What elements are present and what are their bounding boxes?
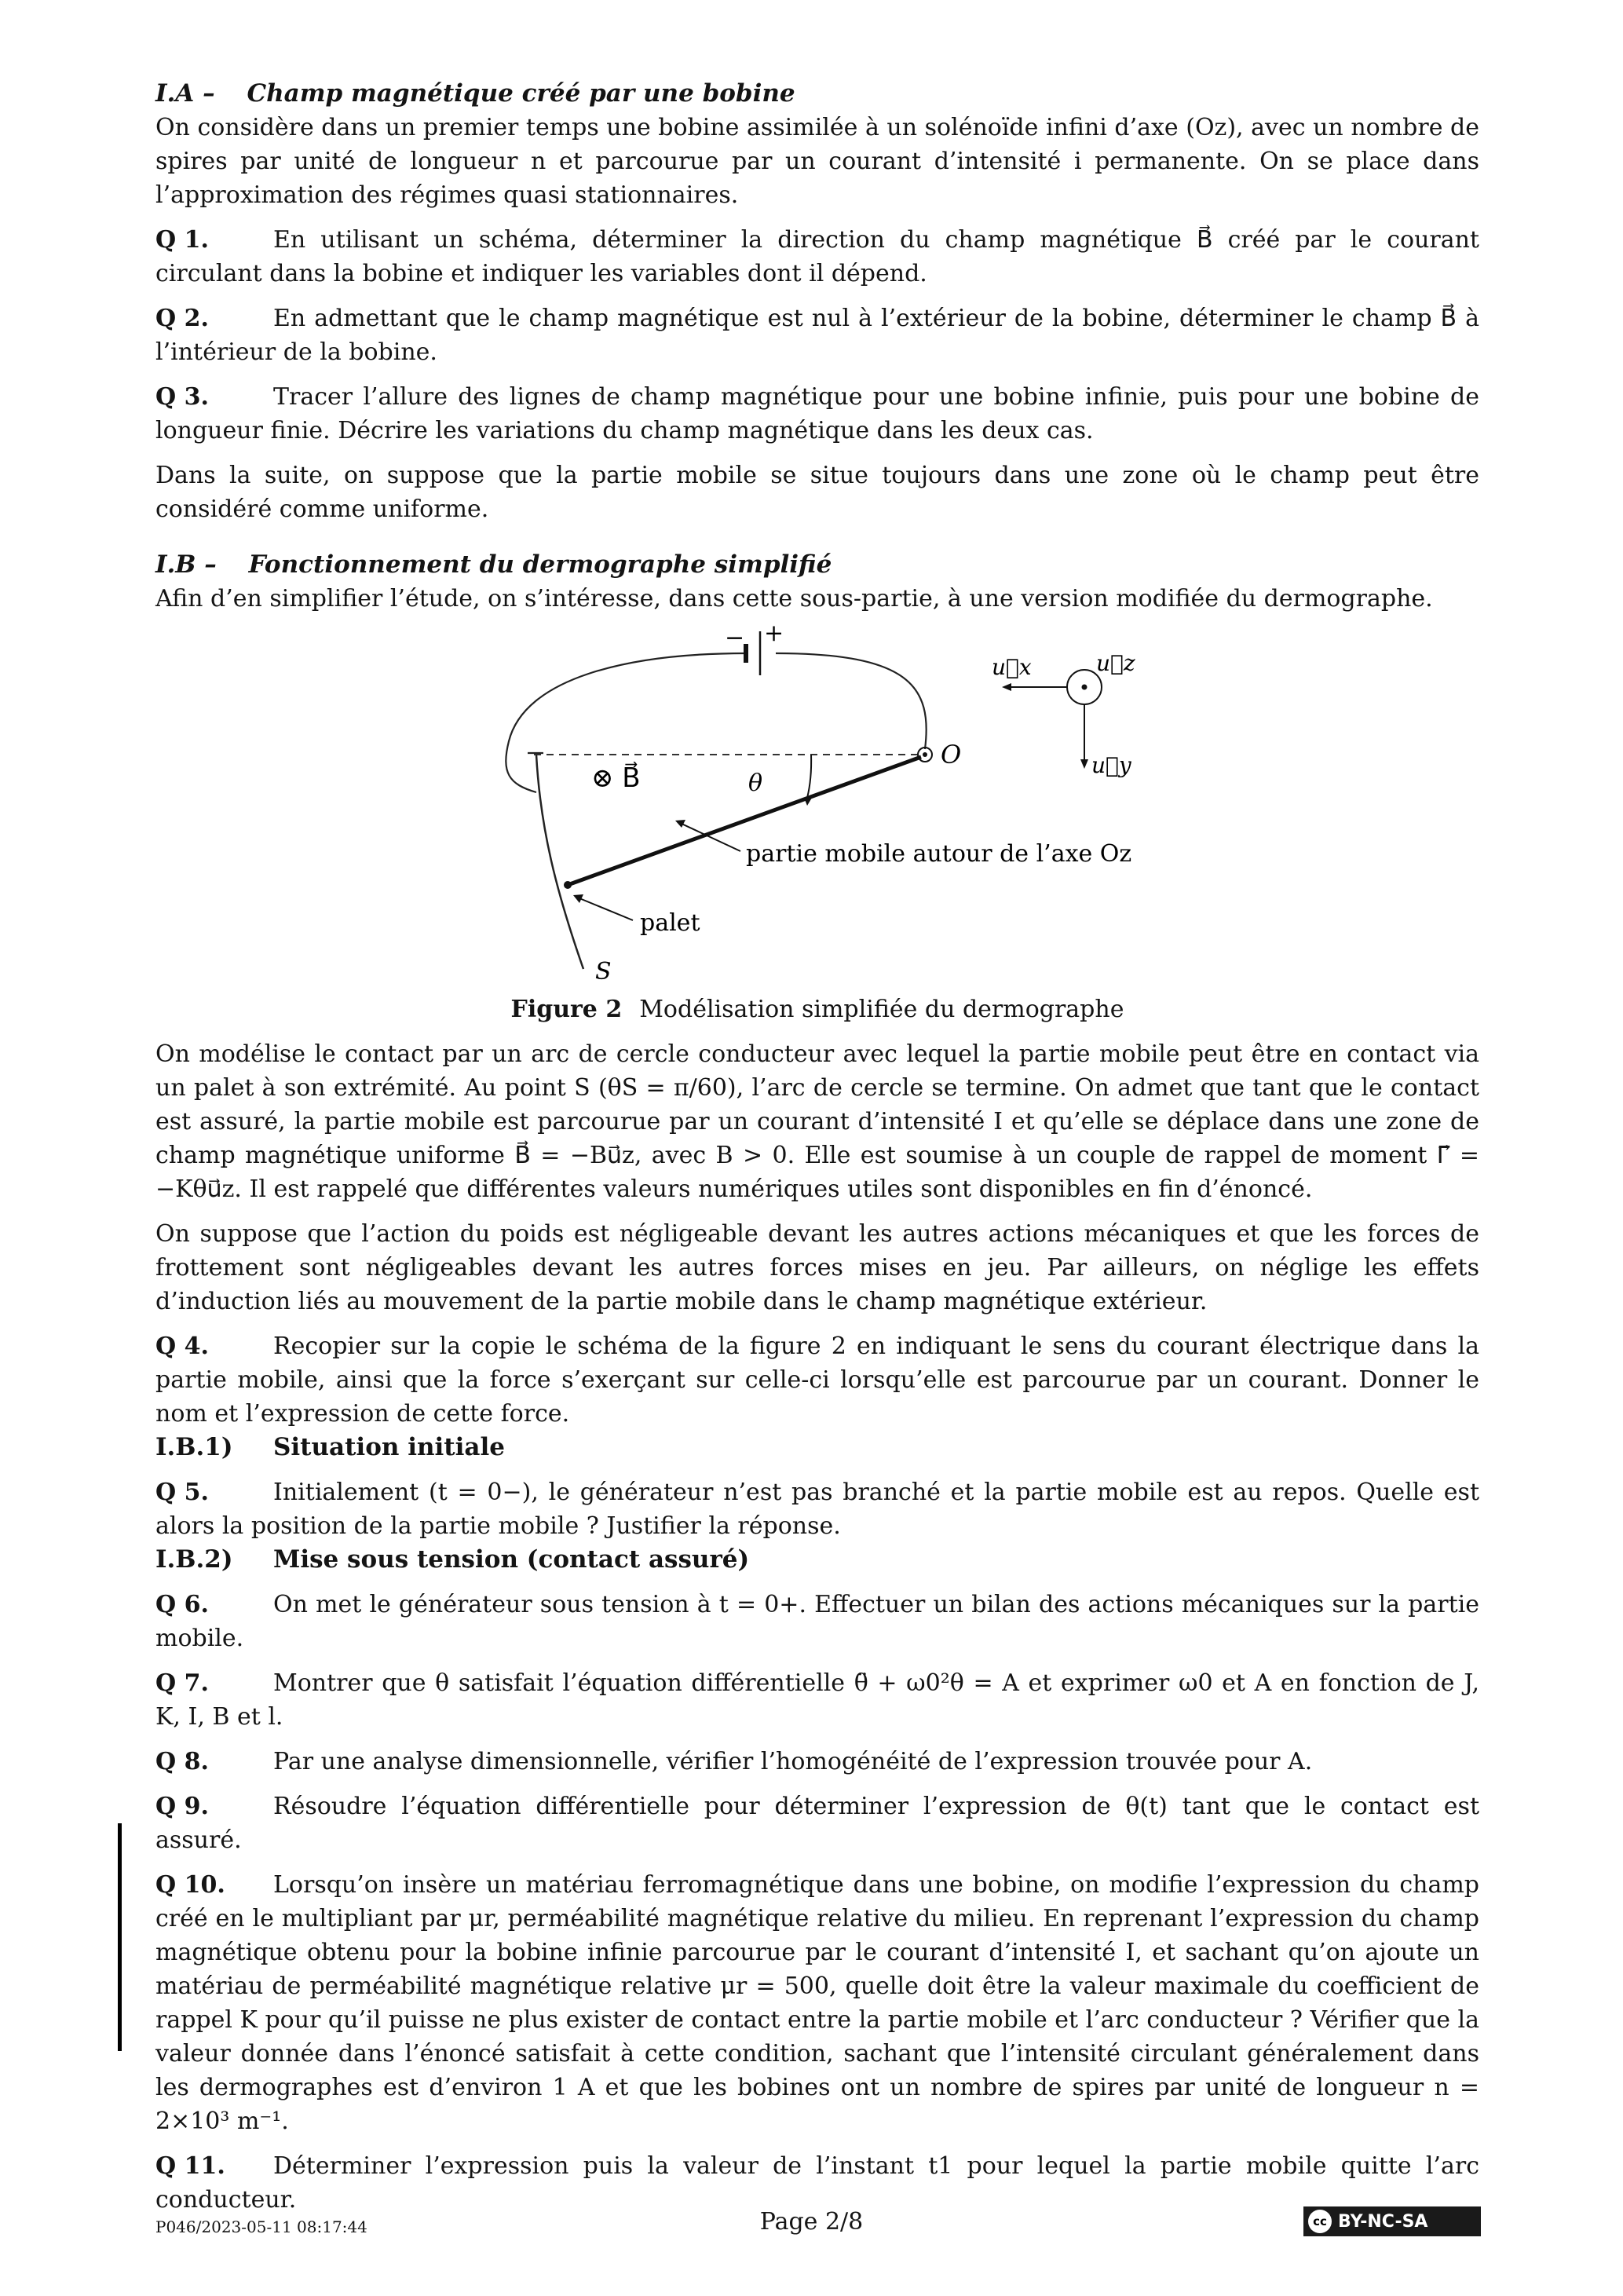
label-palet: palet — [640, 909, 700, 937]
label-o: O — [941, 740, 962, 770]
label-ux: u⃗x — [992, 654, 1032, 680]
wire-right — [776, 653, 927, 749]
section-title-text: Fonctionnement du dermographe simplifié — [248, 550, 832, 579]
question-label: Q 11. — [155, 2152, 225, 2180]
question-label: Q 6. — [155, 1591, 209, 1618]
question-q4 — [155, 1329, 1479, 1431]
page-number: Page 2/8 — [759, 2208, 864, 2236]
license-text: BY-NC-SA — [1338, 2211, 1428, 2232]
section-title-b — [155, 548, 1479, 582]
subsection-initial — [155, 1431, 1479, 1464]
question-text: Par une analyse dimensionnelle, vérifier l’homogénéité de l’expression trouvée pour A. — [273, 1748, 1313, 1775]
question-q2 — [155, 302, 1479, 369]
change-bar — [118, 1823, 122, 2051]
field-b-label: ⊗ B⃗ — [591, 762, 641, 794]
question-label: Q 3. — [155, 383, 209, 411]
uz-dot — [1082, 685, 1087, 690]
question-label: Q 9. — [155, 1793, 209, 1820]
label-uz: u⃗z — [1096, 650, 1135, 676]
footer-id: P046/2023-05-11 08:17:44 — [155, 2217, 367, 2236]
question-text: Lorsqu’on insère un matériau ferromagnétique dans une bobine, on modifie l’expression du champ créé en le multipliant par μr, perméabilité magnétique relative du milieu. En reprenant l’expression du champ magnétique obtenu pour la bobine infinie parcourue par le courant d’intensité I, et sachant qu’on ajoute un matériau de perméabilité magnétique relative μr = 500, quelle doit être la valeur maximale du coefficient de rappel K pour qu’il puisse ne plus exister de contact entre la partie mobile et l’arc conducteur ? Vérifier que la valeur donnée dans l’énoncé satisfait à cette condition, sachant que l’intensité circulant généralement dans les dermographes est d’environ 1 A et que les bobines ont un nombre de spires par unité de longueur n = 2×10³ m⁻¹. — [155, 1871, 1480, 2135]
subsection-title: Mise sous tension (contact assuré) — [273, 1545, 750, 1574]
palet-tip — [564, 881, 572, 889]
intro-b-paragraph: Afin d’en simplifier l’étude, on s’intéresse, dans cette sous-partie, à une version modifiée du dermographe. — [155, 585, 1433, 612]
question-label: Q 4. — [155, 1333, 209, 1360]
theta-arc — [807, 755, 811, 798]
question-label: Q 2. — [155, 305, 209, 332]
question-q10 — [155, 1868, 1479, 2138]
plus-sign: + — [764, 623, 784, 647]
mobile-pointer — [682, 824, 740, 851]
paragraph-assumptions: On suppose que l’action du poids est négligeable devant les autres actions mécaniques et que les forces de frottement sont négligeables devant les autres forces mises en jeu. Par ailleurs, on néglige les effets d’induction liés au mouvement de la partie mobile dans le champ magnétique extérieur. — [155, 1220, 1479, 1315]
subsection-power-on — [155, 1543, 1479, 1577]
subsection-number: I.B.2) — [155, 1545, 233, 1574]
label-uy: u⃗y — [1091, 752, 1131, 778]
pivot-dot — [923, 752, 927, 757]
figure-caption — [155, 993, 1479, 1026]
question-text: En utilisant un schéma, déterminer la direction du champ magnétique B⃗ créé par le courant circulant dans la bobine et indiquer les variables dont il dépend. — [155, 226, 1479, 287]
question-label: Q 1. — [155, 226, 209, 254]
question-text: En admettant que le champ magnétique est nul à l’extérieur de la bobine, déterminer le champ B⃗ à l’intérieur de la bobine. — [155, 305, 1479, 366]
question-text: On met le générateur sous tension à t = 0+. Effectuer un bilan des actions mécaniques sur la partie mobile. — [155, 1591, 1479, 1652]
section-title-text: Champ magnétique créé par une bobine — [247, 79, 795, 108]
question-q5 — [155, 1475, 1479, 1543]
caption-text: Modélisation simplifiée du dermographe — [639, 996, 1124, 1023]
license-badge[interactable] — [1303, 2206, 1481, 2236]
label-s: S — [595, 958, 612, 985]
label-mobile-part: partie mobile autour de l’axe Oz — [746, 840, 1132, 868]
question-label: Q 10. — [155, 1871, 225, 1899]
section-number: I.B – — [155, 550, 217, 579]
dermograph-diagram — [155, 623, 1479, 993]
figure-2 — [155, 623, 1479, 1028]
question-label: Q 8. — [155, 1748, 209, 1775]
question-label: Q 7. — [155, 1669, 209, 1697]
question-q8 — [155, 1745, 1479, 1779]
palet-pointer — [579, 898, 633, 920]
section-number: I.A – — [155, 79, 215, 108]
caption-label: Figure 2 — [510, 996, 623, 1023]
question-text: Tracer l’allure des lignes de champ magnétique pour une bobine infinie, puis pour une bobine de longueur finie. Décrire les variations du champ magnétique dans les deux cas. — [155, 383, 1479, 444]
paragraph-contact-model: On modélise le contact par un arc de cercle conducteur avec lequel la partie mobile peut être en contact via un palet à son extrémité. Au point S (θS = π/60), l’arc de cercle se termine. On admet que tant que le contact est assuré, la partie mobile est parcourue par un courant d’intensité I et qu’elle se déplace dans une zone de champ magnétique uniforme B⃗ = −Bu⃗z, avec B > 0. Elle est soumise à un couple de rappel de moment Γ⃗ = −Kθu⃗z. Il est rappelé que différentes valeurs numériques utiles sont disponibles en fin d’énoncé. — [155, 1040, 1479, 1203]
intro-a-paragraph: On considère dans un premier temps une bobine assimilée à un solénoïde infini d’axe (Oz), avec un nombre de spires par unité de longueur n et parcourue par un courant d’intensité i permanente. On se place dans l’approximation des régimes quasi stationnaires. — [155, 114, 1479, 209]
question-text: Montrer que θ satisfait l’équation différentielle θ̈ + ω0²θ = A et exprimer ω0 et A en fonction de J, K, I, B et l. — [155, 1669, 1479, 1731]
theta-arrowhead — [804, 798, 812, 806]
subsection-title: Situation initiale — [273, 1433, 505, 1461]
page-content — [155, 77, 1479, 2217]
mobile-pointer-head — [675, 820, 685, 828]
question-q6 — [155, 1588, 1479, 1655]
uy-arrowhead — [1080, 759, 1088, 769]
question-q11 — [155, 2149, 1479, 2217]
conductive-arc — [536, 755, 583, 969]
question-text: Résoudre l’équation différentielle pour déterminer l’expression de θ(t) tant que le contact est assuré. — [155, 1793, 1479, 1854]
section-title-a — [155, 77, 1479, 111]
question-q3 — [155, 380, 1479, 448]
question-q7 — [155, 1666, 1479, 1734]
ux-arrowhead — [1002, 683, 1011, 691]
question-q9 — [155, 1790, 1479, 1857]
after-q3-paragraph: Dans la suite, on suppose que la partie mobile se situe toujours dans une zone où le champ peut être considéré comme uniforme. — [155, 462, 1479, 523]
cc-icon: cc — [1308, 2210, 1332, 2233]
question-text: Initialement (t = 0−), le générateur n’est pas branché et la partie mobile est au repos. Quelle est alors la position de la partie mobile ? Justifier la réponse. — [155, 1479, 1479, 1540]
question-q1 — [155, 223, 1479, 291]
question-text: Recopier sur la copie le schéma de la figure 2 en indiquant le sens du courant électrique dans la partie mobile, ainsi que la force s’exerçant sur celle-ci lorsqu’elle est parcourue par un courant. Donner le nom et l’expression de cette force. — [155, 1333, 1479, 1428]
subsection-number: I.B.1) — [155, 1433, 233, 1461]
minus-sign: − — [725, 624, 745, 652]
label-theta: θ — [748, 770, 763, 797]
question-label: Q 5. — [155, 1479, 209, 1506]
question-text: Déterminer l’expression puis la valeur de l’instant t1 pour lequel la partie mobile quitte l’arc conducteur. — [155, 2152, 1479, 2214]
